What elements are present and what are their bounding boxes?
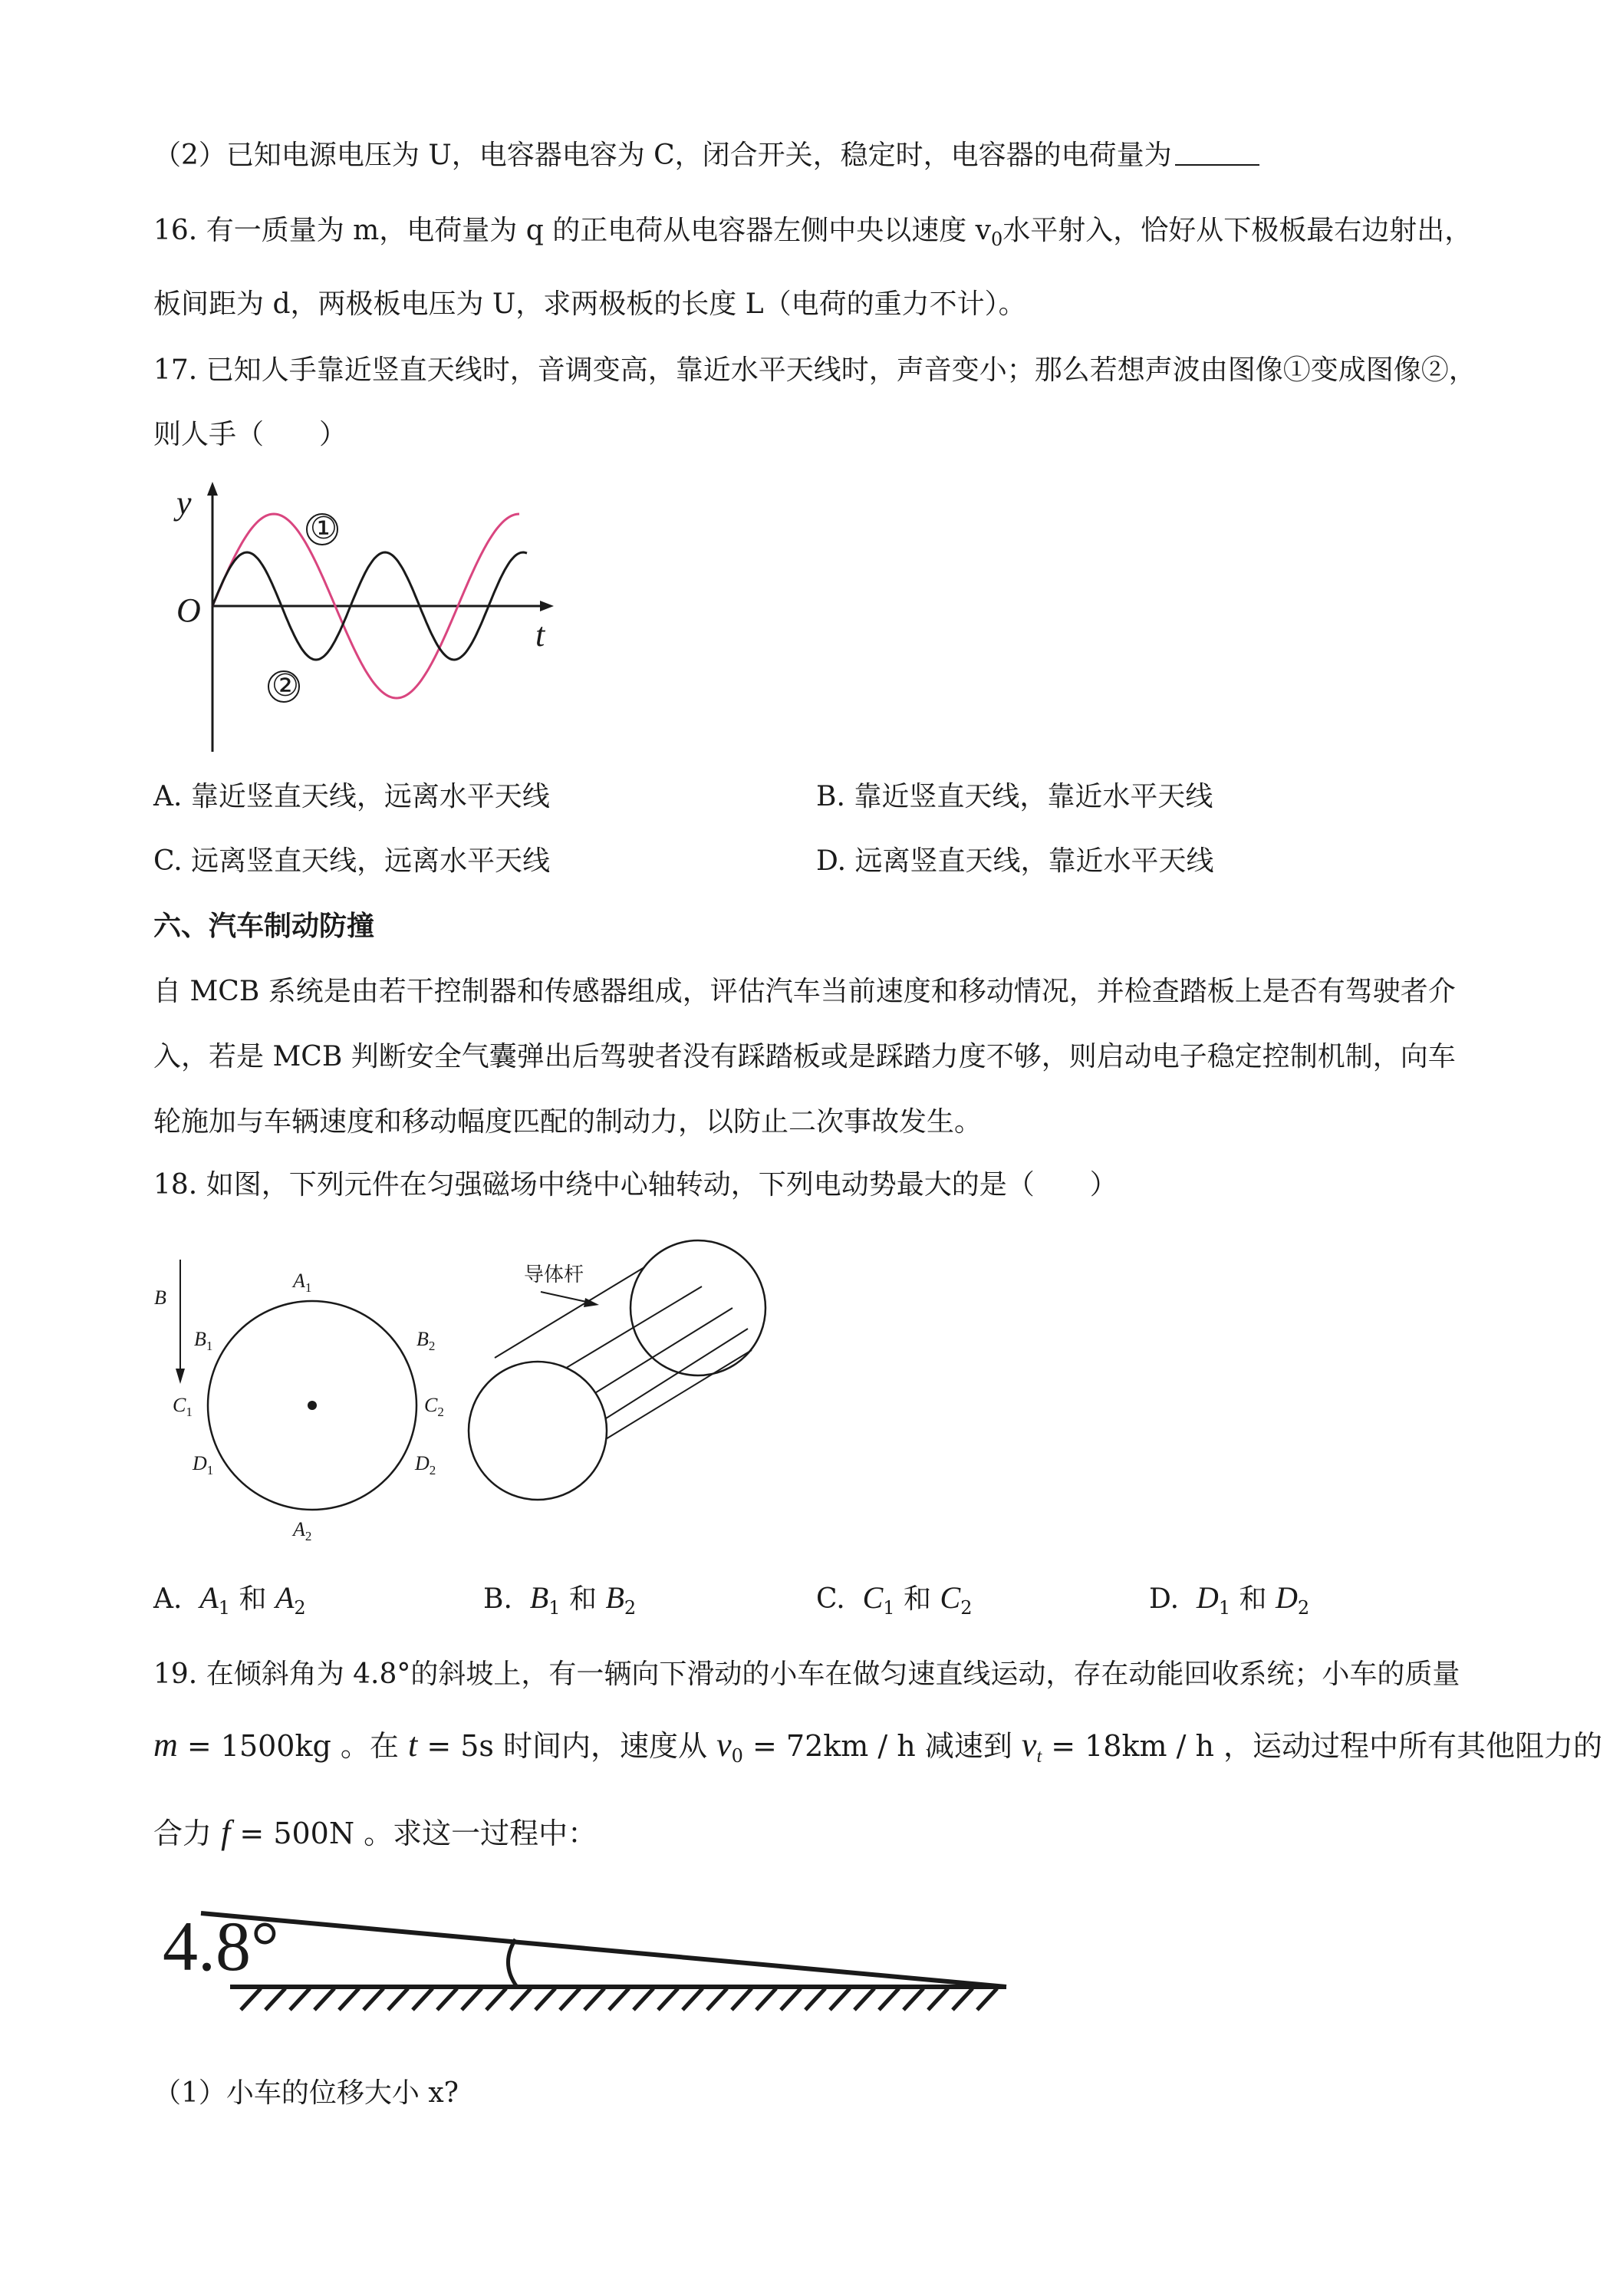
section-6-para-line3: 轮施加与车辆速度和移动幅度匹配的制动力，以防止二次事故发生。 [153, 1106, 983, 1138]
q19-line2: m = 1500kg 。在 t = 5s 时间内，速度从 $v_0 = 72km / h$ 减速到 $v_t = 18km / h$ ，运动过程中所有其他阻力的 [153, 1726, 1603, 1767]
cylinder-edge-bottom [594, 1350, 752, 1446]
field-label: B [154, 1286, 166, 1309]
q19-line1: 19. 在倾斜角为 4.8°的斜坡上，有一辆向下滑动的小车在做匀速直线运动，存在动能回收系统；小车的质量 [153, 1659, 1460, 1690]
q16-line2: 板间距为 d，两极板电压为 U，求两极板的长度 L（电荷的重力不计）。 [153, 288, 1026, 320]
rod-label: 导体杆 [524, 1263, 584, 1286]
ground-hatching [241, 1988, 997, 2010]
label-a2: $A_2$ [293, 1518, 312, 1543]
hatch-line [977, 1988, 997, 2010]
q18-option-d[interactable]: D. $D_1$ 和 $D_2$ [1149, 1580, 1310, 1619]
hatch-line [290, 1988, 310, 2010]
hatch-line [879, 1988, 899, 2010]
q17-option-b[interactable]: B. 靠近竖直天线，靠近水平天线 [816, 781, 1213, 812]
hatch-line [486, 1988, 506, 2010]
hatch-line [413, 1988, 433, 2010]
hatch-line [854, 1988, 874, 2010]
disk-center-axis [308, 1401, 317, 1410]
q19-part1: （1）小车的位移大小 x? [153, 2077, 459, 2109]
q18-stem: 18. 如图，下列元件在匀强磁场中绕中心轴转动，下列电动势最大的是（ ） [153, 1169, 1118, 1201]
section-6-para-line2: 入，若是 MCB 判断安全气囊弹出后驾驶者没有踩踏板或是踩踏力度不够，则启动电子稳定控制机制，向车 [153, 1041, 1456, 1072]
hatch-line [437, 1988, 457, 2010]
t-axis-label: t [535, 616, 545, 654]
hatch-line [609, 1988, 629, 2010]
q18-option-c[interactable]: C. $C_1$ 和 $C_2$ [816, 1580, 973, 1619]
slope-figure [153, 1902, 1012, 2010]
angle-arc [508, 1939, 517, 1987]
y-axis-label: y [176, 484, 192, 522]
hatch-line [364, 1988, 384, 2010]
q18-option-a[interactable]: A. $A_1$ 和 $A_2$ [153, 1580, 306, 1619]
hatch-line [535, 1988, 555, 2010]
cylinder-front-end [469, 1362, 607, 1500]
label-b1: $B_1$ [194, 1328, 213, 1353]
wave-graph [169, 476, 568, 759]
hatch-line [830, 1988, 850, 2010]
hatch-line [339, 1988, 359, 2010]
hatch-line [560, 1988, 580, 2010]
hatch-line [265, 1988, 285, 2010]
cylinder-back-end [630, 1240, 765, 1375]
label-a1: $A_1$ [293, 1270, 312, 1295]
section-6-heading: 六、汽车制动防撞 [153, 911, 375, 942]
y-axis-arrow [207, 482, 218, 496]
hatch-line [388, 1988, 408, 2010]
label-d1: $D_1$ [193, 1452, 214, 1477]
q18-option-b[interactable]: B. $B_1$ 和 $B_2$ [483, 1580, 637, 1619]
hatch-line [511, 1988, 531, 2010]
label-b2: $B_2$ [416, 1328, 436, 1353]
hatch-line [805, 1988, 825, 2010]
hatch-line [707, 1988, 727, 2010]
hatch-line [781, 1988, 801, 2010]
hatch-line [241, 1988, 261, 2010]
hatch-line [584, 1988, 604, 2010]
section-6-para-line1: 自 MCB 系统是由若干控制器和传感器组成，评估汽车当前速度和移动情况，并检查踏板上是否有驾驶者介 [153, 976, 1456, 1007]
q19-line3: 合力 f = 500N 。求这一过程中： [153, 1813, 598, 1851]
t-axis-arrow [540, 601, 554, 611]
hatch-line [634, 1988, 653, 2010]
hatch-line [756, 1988, 776, 2010]
q16-line1: 16. 有一质量为 m，电荷量为 q 的正电荷从电容器左侧中央以速度 $v_0$水平射入，恰好从下极板最右边射出， [153, 215, 1473, 250]
incline-surface [201, 1913, 1006, 1987]
q17-line1: 17. 已知人手靠近竖直天线时，音调变高，靠近水平天线时，声音变小；那么若想声波由图像①变成图像②， [153, 354, 1477, 386]
label-c2: $C_2$ [424, 1394, 444, 1419]
hatch-line [683, 1988, 703, 2010]
conductor-rod-1 [545, 1286, 702, 1381]
curve-2-label: ② [272, 668, 299, 703]
q17-line2: 则人手（ ） [153, 419, 347, 450]
q18-figure [150, 1243, 779, 1543]
origin-label: O [176, 591, 201, 629]
label-d2: $D_2$ [415, 1452, 436, 1477]
conductor-rod-3 [583, 1329, 748, 1433]
q17-option-d[interactable]: D. 远离竖直天线，靠近水平天线 [816, 845, 1214, 877]
answer-blank [1175, 141, 1259, 166]
label-c1: $C_1$ [173, 1394, 193, 1419]
hatch-line [953, 1988, 973, 2010]
hatch-line [904, 1988, 923, 2010]
field-arrowhead [176, 1369, 185, 1384]
hatch-line [928, 1988, 948, 2010]
hatch-line [658, 1988, 678, 2010]
q17-option-a[interactable]: A. 靠近竖直天线，远离水平天线 [153, 781, 550, 812]
slope-angle-label: 4.8° [163, 1907, 279, 1985]
hatch-line [314, 1988, 334, 2010]
q15-part2: （2）已知电源电压为 U，电容器电容为 C，闭合开关，稳定时，电容器的电荷量为 [153, 138, 1259, 173]
hatch-line [462, 1988, 482, 2010]
hatch-line [732, 1988, 752, 2010]
q17-option-c[interactable]: C. 远离竖直天线，远离水平天线 [153, 845, 551, 877]
curve-1-label: ① [310, 511, 337, 545]
rod-pointer-arrow [541, 1292, 590, 1303]
